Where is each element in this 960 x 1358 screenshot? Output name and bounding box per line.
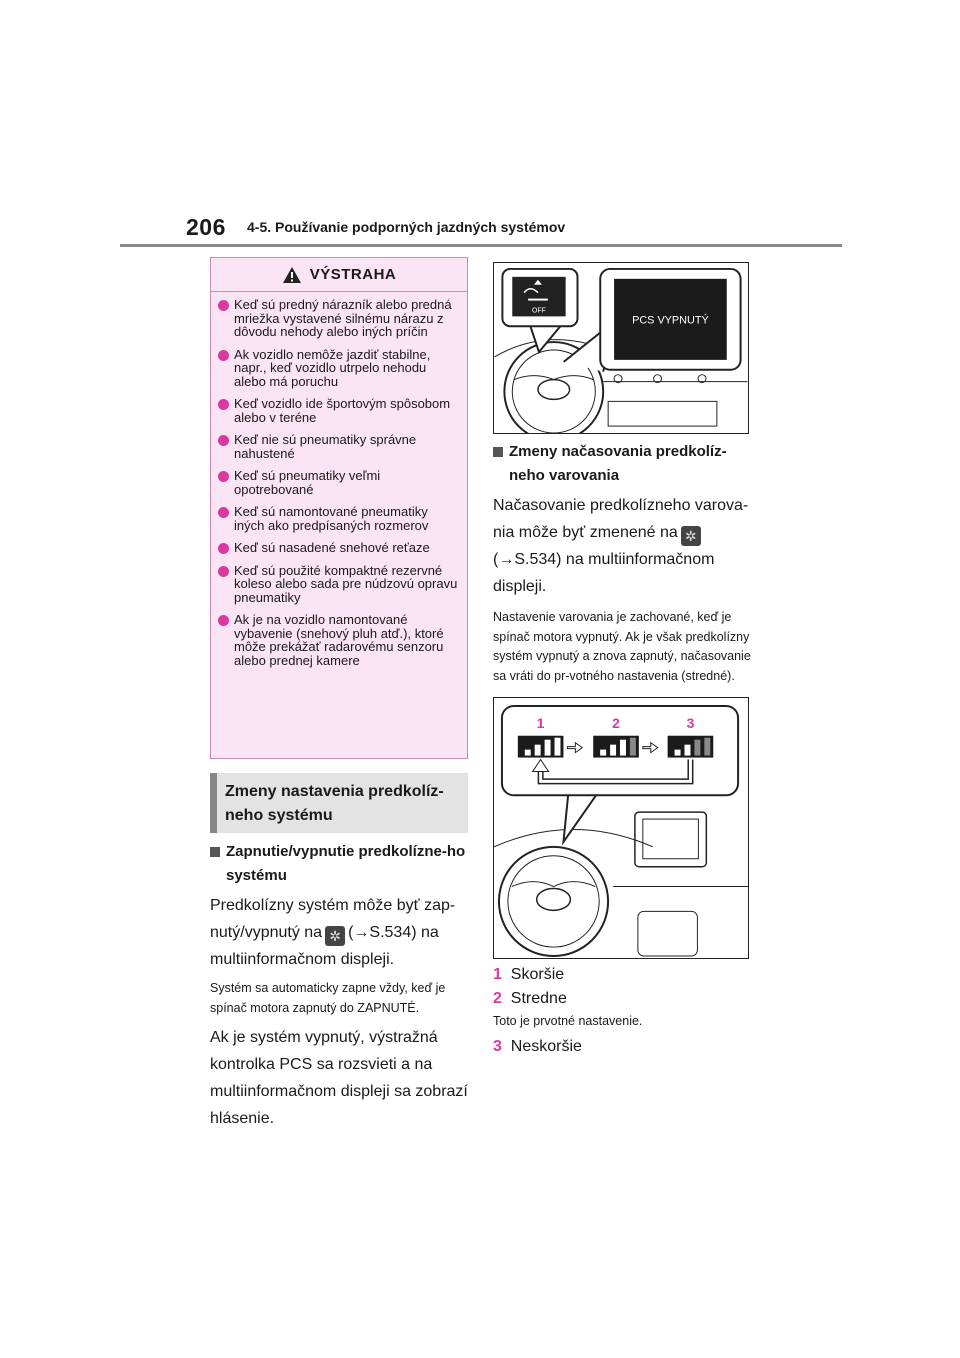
section-heading: Zmeny nastavenia predkolíz-neho systému bbox=[210, 773, 468, 833]
list-text: Stredne bbox=[510, 990, 567, 1007]
list-item bbox=[493, 1035, 755, 1059]
warning-item: Ak vozidlo nemôže jazdiť stabilne, napr., keď vozidlo utrpelo nehodu alebo má poruchu bbox=[217, 348, 461, 389]
warning-item: Keď nie sú pneumatiky správne nahustené bbox=[217, 433, 461, 460]
text-fragment: nutý/vypnutý na bbox=[210, 924, 323, 941]
warning-item: Keď sú namontované pneumatiky iných ako predpísaných rozmerov bbox=[217, 505, 461, 532]
warning-item: Keď sú nasadené snehové reťaze bbox=[217, 541, 461, 555]
left-column bbox=[210, 840, 472, 1132]
timing-label-2: 2 bbox=[612, 714, 620, 731]
warning-box bbox=[210, 257, 468, 759]
warning-header bbox=[211, 258, 467, 292]
list-text: Neskoršie bbox=[510, 1037, 582, 1055]
timing-indicator-2 bbox=[593, 736, 639, 758]
paragraph-toggle bbox=[210, 892, 472, 973]
note-auto-on: Systém sa automaticky zapne vždy, keď je spínač motora zapnutý do ZAPNUTÉ. bbox=[210, 981, 446, 1015]
warning-triangle-icon bbox=[282, 266, 302, 284]
timing-indicator-1 bbox=[518, 736, 564, 758]
figure-warning-timing bbox=[493, 697, 749, 959]
list-number: 1 bbox=[493, 966, 502, 983]
warning-item: Ak je na vozidlo namontované vybavenie (snehový pluh atď.), ktoré môže prekážať radarovému senzoru alebo prednej kamere bbox=[217, 613, 461, 667]
warning-item: Keď sú predný nárazník alebo predná mriežka vystavené silnému nárazu z dôvodu nehody alebo iných príčin bbox=[217, 298, 461, 339]
warning-title: VÝSTRAHA bbox=[309, 266, 397, 283]
subheading-text: Zmeny načasovania predkolíz-neho varovania bbox=[509, 443, 727, 484]
bullet-square bbox=[493, 447, 503, 457]
warning-list bbox=[211, 292, 467, 667]
right-column bbox=[493, 440, 755, 686]
paragraph-pcs-off: Ak je systém vypnutý, výstražná kontrolka PCS sa rozsvieti a na multiinformačnom displeji sa zobrazí hlásenie. bbox=[210, 1029, 468, 1127]
text-line: Predkolízny systém môže byť zap- bbox=[210, 897, 456, 914]
header-rule bbox=[120, 244, 842, 247]
note-timing: Nastavenie varovania je zachované, keď je spínač motora vypnutý. Ak je však predkolízny systém vypnutý a znova zapnutý, načasovanie sa vráti do pr-votného nastavenia (stredné). bbox=[493, 610, 751, 683]
chapter-title: 4-5. Používanie podporných jazdných systémov bbox=[247, 219, 566, 235]
text-line: (→S.534) na multiinformačnom displeji. bbox=[493, 551, 715, 595]
pcs-off-label: OFF bbox=[532, 307, 546, 315]
list-number: 2 bbox=[493, 990, 502, 1007]
settings-gear-icon: ✲ bbox=[325, 926, 345, 946]
list-item bbox=[493, 963, 755, 987]
timing-list bbox=[493, 963, 755, 1059]
list-item bbox=[493, 987, 755, 1011]
subheading-toggle bbox=[210, 840, 472, 888]
warning-item: Keď sú použité kompaktné rezervné koleso alebo sada pre núdzovú opravu pneumatiky bbox=[217, 564, 461, 605]
timing-indicator-3 bbox=[668, 736, 714, 758]
text-fragment: (→S.534) na bbox=[348, 924, 439, 941]
paragraph-timing bbox=[493, 492, 755, 600]
text-line bbox=[493, 519, 755, 546]
text-line: Načasovanie predkolízneho varova- bbox=[493, 497, 749, 514]
display-message: PCS VYPNUTÝ bbox=[632, 314, 709, 327]
subheading-text: Zapnutie/vypnutie predkolízne-ho systému bbox=[226, 843, 466, 884]
settings-gear-icon: ✲ bbox=[681, 526, 701, 546]
text-fragment: nia môže byť zmenené na bbox=[493, 524, 678, 541]
warning-item: Keď vozidlo ide športovým spôsobom alebo v teréne bbox=[217, 397, 461, 424]
timing-label-3: 3 bbox=[686, 714, 695, 731]
text-line: multiinformačnom displeji. bbox=[210, 951, 395, 968]
subheading-timing bbox=[493, 440, 755, 488]
list-number: 3 bbox=[493, 1037, 502, 1055]
warning-item: Keď sú pneumatiky veľmi opotrebované bbox=[217, 469, 461, 496]
timing-label-1: 1 bbox=[536, 714, 545, 731]
text-line bbox=[210, 919, 472, 946]
note-default: Toto je prvotné nastavenie. bbox=[493, 1014, 643, 1028]
list-text: Skoršie bbox=[510, 966, 565, 983]
figure-pcs-off bbox=[493, 262, 749, 434]
bullet-square bbox=[210, 847, 220, 857]
page-number: 206 bbox=[186, 214, 226, 240]
